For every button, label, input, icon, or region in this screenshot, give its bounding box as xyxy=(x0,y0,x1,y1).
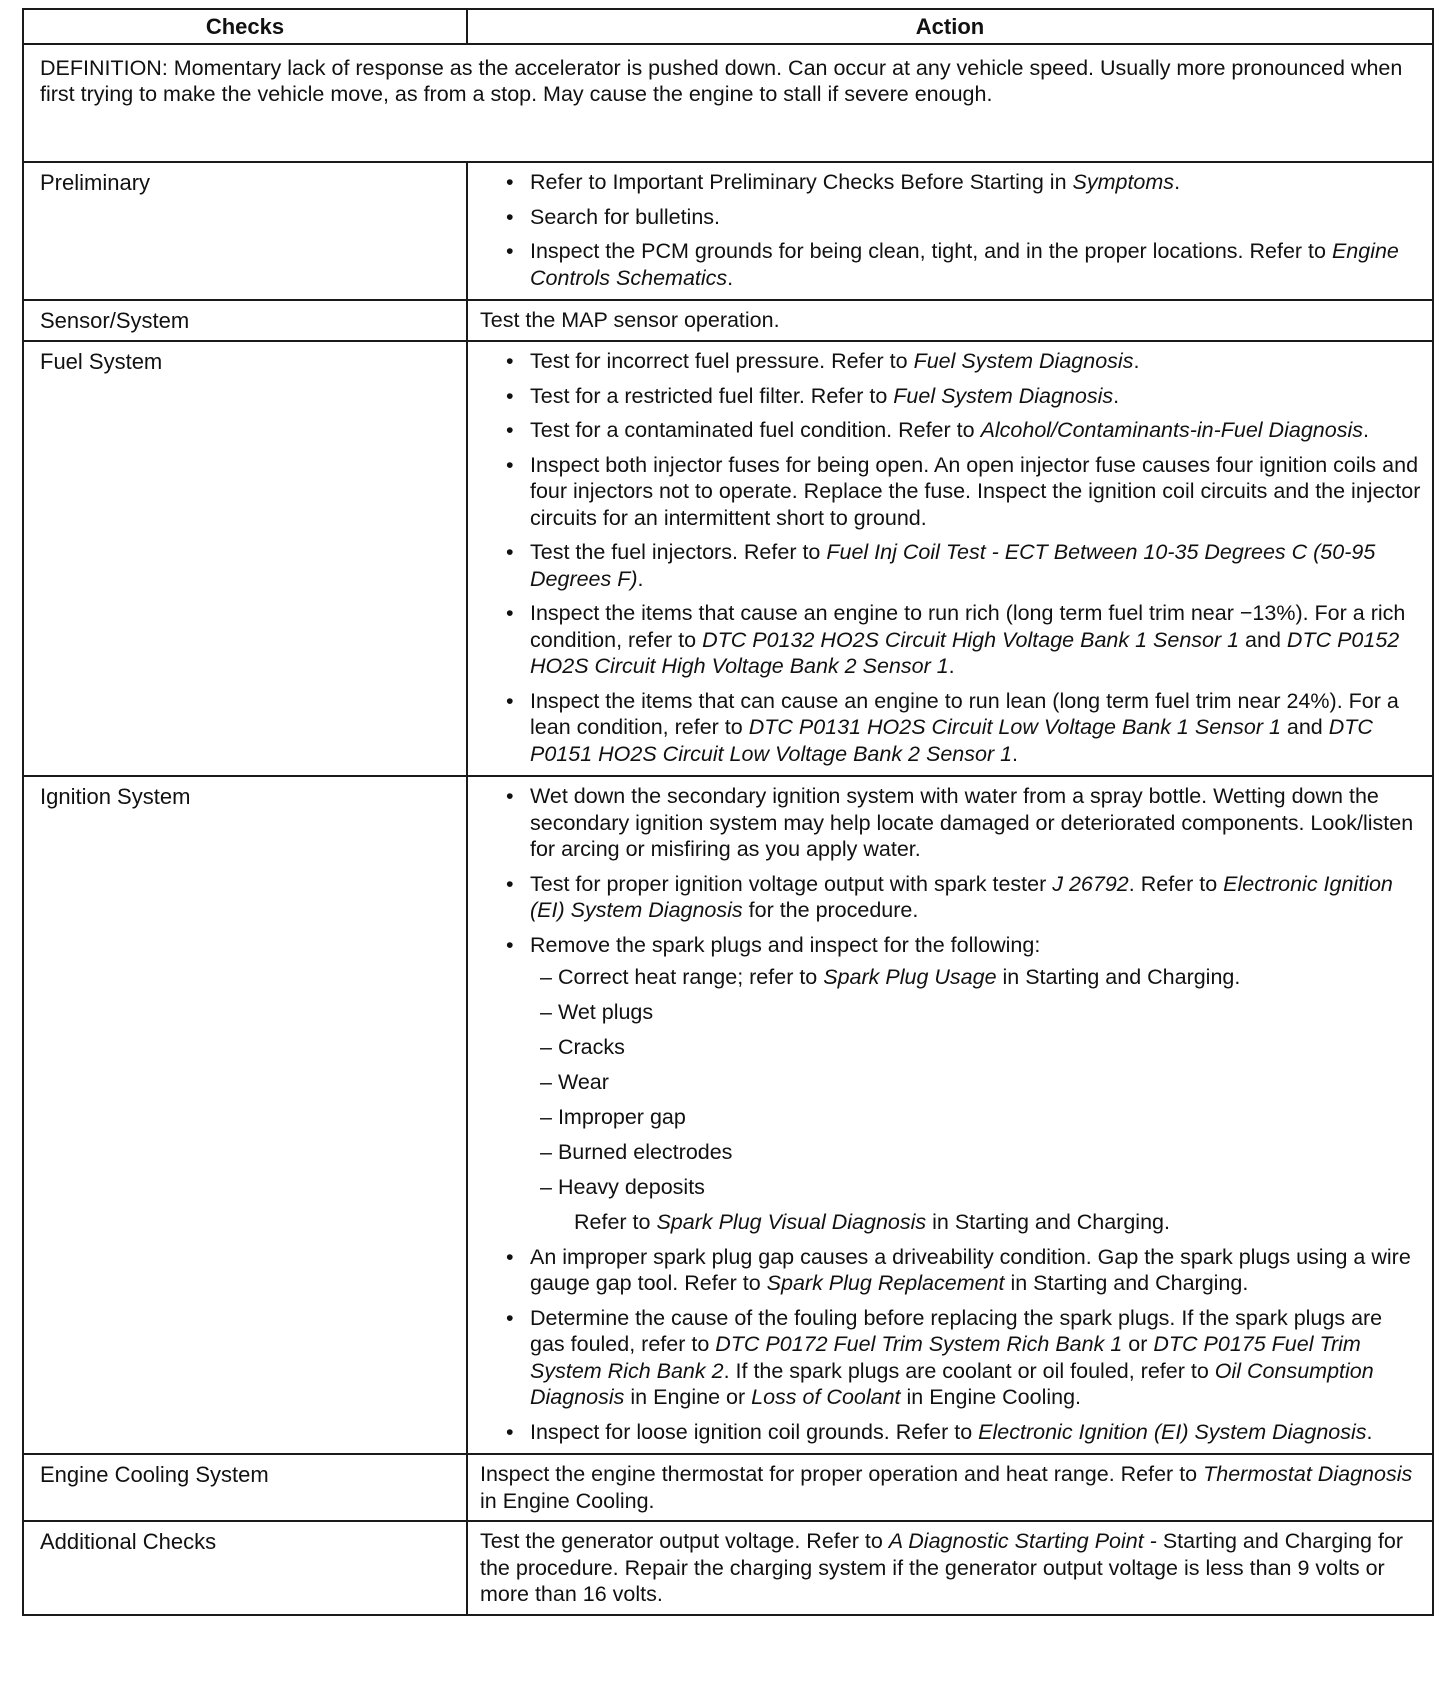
check-label-fuel-system: Fuel System xyxy=(23,341,467,776)
bullet-list xyxy=(480,783,1422,1445)
action-preliminary xyxy=(467,162,1433,300)
list-item: • Search for bulletins. xyxy=(506,204,1422,231)
list-item: • Test for a restricted fuel filter. Refer to Fuel System Diagnosis. xyxy=(506,383,1422,410)
row-additional-checks xyxy=(23,1521,1433,1615)
action-fuel-system xyxy=(467,341,1433,776)
action-additional: Test the generator output voltage. Refer to A Diagnostic Starting Point - Starting and Charging for the procedure. Repair the charging system if the generator output voltage is less than 9 volts or more than 16 volts. xyxy=(467,1521,1433,1615)
list-item: • Inspect for loose ignition coil grounds. Refer to Electronic Ignition (EI) System Diagnosis. xyxy=(506,1419,1422,1446)
header-row xyxy=(23,9,1433,44)
definition-row xyxy=(23,44,1433,162)
sub-list-item: – Wet plugs xyxy=(540,999,1422,1026)
row-engine-cooling xyxy=(23,1454,1433,1521)
list-item: • Inspect the PCM grounds for being clean, tight, and in the proper locations. Refer to Engine Controls Schematics. xyxy=(506,238,1422,291)
list-item: • Inspect the items that cause an engine to run rich (long term fuel trim near −13%). For a rich condition, refer to DTC P0132 HO2S Circuit High Voltage Bank 1 Sensor 1 and DTC P0152 HO2S Circuit High Voltage Bank 2 Sensor 1. xyxy=(506,600,1422,680)
action-sensor-system: Test the MAP sensor operation. xyxy=(467,300,1433,341)
bullet-list xyxy=(480,348,1422,767)
sub-list-item: – Burned electrodes xyxy=(540,1139,1422,1166)
row-preliminary xyxy=(23,162,1433,300)
sub-list-item: – Heavy deposits xyxy=(540,1174,1422,1201)
definition-text: DEFINITION: Momentary lack of response as the accelerator is pushed down. Can occur at any vehicle speed. Usually more pronounced when first trying to make the vehicle move, as from a stop. May cause the engine to stall if severe enough. xyxy=(23,44,1433,162)
sub-list xyxy=(530,964,1422,1201)
list-item: • Refer to Important Preliminary Checks Before Starting in Symptoms. xyxy=(506,169,1422,196)
sub-list-item: – Improper gap xyxy=(540,1104,1422,1131)
diagnostic-table xyxy=(22,8,1434,1616)
bullet-list xyxy=(480,169,1422,291)
check-label-sensor-system: Sensor/System xyxy=(23,300,467,341)
action-ignition-system xyxy=(467,776,1433,1454)
sub-list-item: – Correct heat range; refer to Spark Plug Usage in Starting and Charging. xyxy=(540,964,1422,991)
check-label-ignition-system: Ignition System xyxy=(23,776,467,1454)
sub-list-item: – Cracks xyxy=(540,1034,1422,1061)
row-sensor-system xyxy=(23,300,1433,341)
sub-list-item: – Wear xyxy=(540,1069,1422,1096)
action-engine-cooling: Inspect the engine thermostat for proper operation and heat range. Refer to Thermostat Diagnosis in Engine Cooling. xyxy=(467,1454,1433,1521)
list-item: • Test for incorrect fuel pressure. Refer to Fuel System Diagnosis. xyxy=(506,348,1422,375)
list-item: • Test for a contaminated fuel condition. Refer to Alcohol/Contaminants-in-Fuel Diagnosis. xyxy=(506,417,1422,444)
list-item: • Test the fuel injectors. Refer to Fuel Inj Coil Test - ECT Between 10-35 Degrees C (50-95 Degrees F). xyxy=(506,539,1422,592)
header-checks: Checks xyxy=(23,9,467,44)
check-label-additional: Additional Checks xyxy=(23,1521,467,1615)
row-fuel-system xyxy=(23,341,1433,776)
spark-plug-note: Refer to Spark Plug Visual Diagnosis in Starting and Charging. xyxy=(574,1210,1170,1234)
list-item: • Remove the spark plugs and inspect for the following: – Correct heat range; refer to Spark Plug Usage in Starting and Charging. – Wet plugs – Cracks – Wear – Improper gap – Burned electrodes – Heavy deposits Refer to Spark Plug Visual Diagnosis in Starting and Charging. xyxy=(506,932,1422,1236)
list-item: • Inspect the items that can cause an engine to run lean (long term fuel trim near 24%). For a lean condition, refer to DTC P0131 HO2S Circuit Low Voltage Bank 1 Sensor 1 and DTC P0151 HO2S Circuit Low Voltage Bank 2 Sensor 1. xyxy=(506,688,1422,768)
header-action: Action xyxy=(467,9,1433,44)
list-item: • Wet down the secondary ignition system with water from a spray bottle. Wetting down the secondary ignition system may help locate damaged or deteriorated components. Look/listen for arcing or misfiring as you apply water. xyxy=(506,783,1422,863)
list-item: • Inspect both injector fuses for being open. An open injector fuse causes four ignition coils and four injectors not to operate. Replace the fuse. Inspect the ignition coil circuits and the injector circuits for an intermittent short to ground. xyxy=(506,452,1422,532)
row-ignition-system xyxy=(23,776,1433,1454)
list-item: • Test for proper ignition voltage output with spark tester J 26792. Refer to Electronic Ignition (EI) System Diagnosis for the procedure. xyxy=(506,871,1422,924)
check-label-engine-cooling: Engine Cooling System xyxy=(23,1454,467,1521)
check-label-preliminary: Preliminary xyxy=(23,162,467,300)
list-item: • Determine the cause of the fouling before replacing the spark plugs. If the spark plugs are gas fouled, refer to DTC P0172 Fuel Trim System Rich Bank 1 or DTC P0175 Fuel Trim System Rich Bank 2. If the spark plugs are coolant or oil fouled, refer to Oil Consumption Diagnosis in Engine or Loss of Coolant in Engine Cooling. xyxy=(506,1305,1422,1411)
list-item: • An improper spark plug gap causes a driveability condition. Gap the spark plugs using a wire gauge gap tool. Refer to Spark Plug Replacement in Starting and Charging. xyxy=(506,1244,1422,1297)
